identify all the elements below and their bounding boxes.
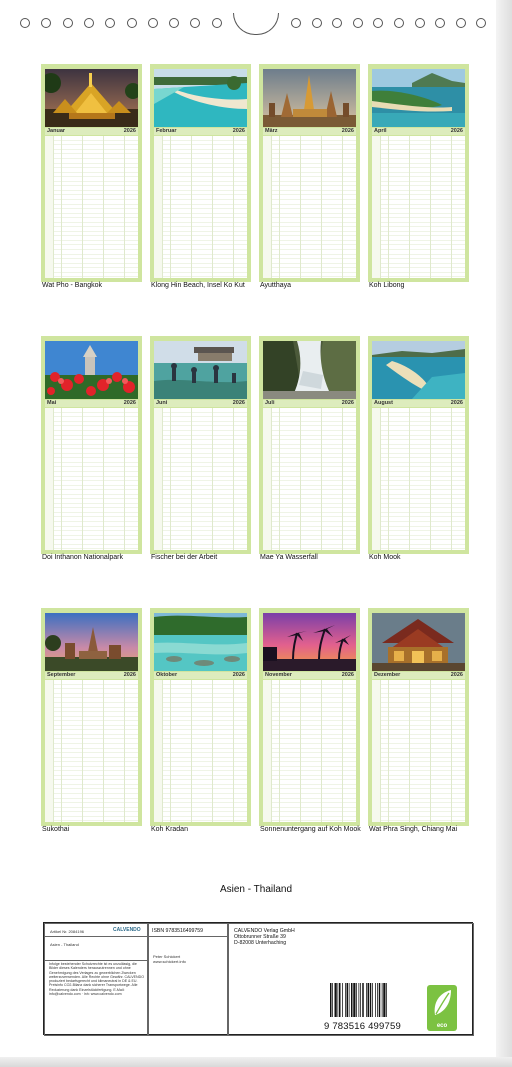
planner-grid xyxy=(154,408,247,550)
eco-badge xyxy=(427,985,457,1031)
month-name: Oktober xyxy=(156,672,178,678)
month-caption: Koh Kradan xyxy=(151,826,188,833)
month-photo xyxy=(45,613,138,671)
info-author-column xyxy=(148,923,228,1036)
month-header xyxy=(154,128,247,135)
month-name: November xyxy=(265,672,292,678)
eco-label: eco xyxy=(436,1023,448,1029)
month-year: 2026 xyxy=(341,128,354,134)
grid-column-line xyxy=(53,136,54,278)
day-column xyxy=(154,408,162,550)
grid-column-line xyxy=(271,680,272,822)
binding-ring xyxy=(41,18,51,28)
binding-ring xyxy=(84,18,94,28)
hanger-hook xyxy=(233,13,279,35)
month-caption: Wat Pho - Bangkok xyxy=(42,282,103,289)
info-subtitle: Asien - Thailand xyxy=(50,942,79,947)
grid-column-line xyxy=(124,136,125,278)
month-year: 2026 xyxy=(450,672,463,678)
planner-grid xyxy=(45,136,138,278)
publisher-city: D-82008 Unterhaching xyxy=(234,940,287,946)
month-year: 2026 xyxy=(123,400,136,406)
grid-column-line xyxy=(191,408,192,550)
month-caption: Wat Phra Singh, Chiang Mai xyxy=(369,826,458,833)
publisher-street: Ottobrunner Straße 39 xyxy=(234,934,286,940)
calendar-title: Asien - Thailand xyxy=(219,884,293,895)
month-year: 2026 xyxy=(123,128,136,134)
binding-ring xyxy=(169,18,179,28)
grid-column-line xyxy=(212,408,213,550)
grid-column-line xyxy=(212,136,213,278)
planner-grid xyxy=(154,136,247,278)
barcode xyxy=(330,983,406,1017)
day-column xyxy=(45,680,53,822)
month-header xyxy=(154,400,247,407)
month-photo xyxy=(263,69,356,127)
grid-column-line xyxy=(103,408,104,550)
grid-column-line xyxy=(233,136,234,278)
day-column xyxy=(45,136,53,278)
grid-column-line xyxy=(321,680,322,822)
planner-grid xyxy=(372,408,465,550)
grid-column-line xyxy=(300,136,301,278)
grid-column-line xyxy=(162,136,163,278)
grid-column-line xyxy=(191,680,192,822)
grid-column-line xyxy=(124,680,125,822)
grid-column-line xyxy=(170,680,171,822)
grid-column-line xyxy=(430,408,431,550)
month-year: 2026 xyxy=(341,672,354,678)
month-header xyxy=(263,400,356,407)
planner-grid xyxy=(263,136,356,278)
grid-column-line xyxy=(409,408,410,550)
binding-ring xyxy=(353,18,363,28)
planner-grid xyxy=(372,680,465,822)
grid-column-line xyxy=(162,680,163,822)
day-column xyxy=(372,680,380,822)
grid-column-line xyxy=(321,136,322,278)
month-photo xyxy=(154,341,247,399)
grid-column-line xyxy=(82,680,83,822)
month-year: 2026 xyxy=(232,128,245,134)
info-left-column xyxy=(44,923,148,1036)
grid-column-line xyxy=(82,136,83,278)
month-caption: Koh Mook xyxy=(369,554,401,561)
month-photo xyxy=(372,613,465,671)
leaf-icon xyxy=(427,985,457,1021)
grid-column-line xyxy=(342,408,343,550)
month-photo xyxy=(263,341,356,399)
month-name: Juli xyxy=(265,400,275,406)
day-column xyxy=(263,408,271,550)
binding-ring xyxy=(148,18,158,28)
binding-ring xyxy=(415,18,425,28)
grid-column-line xyxy=(53,680,54,822)
grid-column-line xyxy=(300,680,301,822)
month-year: 2026 xyxy=(341,400,354,406)
grid-column-line xyxy=(430,680,431,822)
month-name: September xyxy=(47,672,76,678)
month-year: 2026 xyxy=(123,672,136,678)
month-panel xyxy=(259,608,360,826)
month-photo xyxy=(372,341,465,399)
month-header xyxy=(372,400,465,407)
binding-ring xyxy=(312,18,322,28)
binding-ring xyxy=(190,18,200,28)
grid-column-line xyxy=(451,136,452,278)
day-column xyxy=(263,136,271,278)
month-name: August xyxy=(374,400,393,406)
month-photo xyxy=(154,69,247,127)
month-name: Dezember xyxy=(374,672,401,678)
grid-column-line xyxy=(233,408,234,550)
article-number: Artikel Nr. 2084196 xyxy=(50,929,85,934)
month-panel xyxy=(150,608,251,826)
month-name: Januar xyxy=(47,128,66,134)
month-panel xyxy=(259,336,360,554)
binding-ring xyxy=(20,18,30,28)
month-header xyxy=(263,128,356,135)
grid-column-line xyxy=(61,136,62,278)
month-name: März xyxy=(265,128,278,134)
day-column xyxy=(372,408,380,550)
month-caption: Doi Inthanon Nationalpark xyxy=(42,554,123,561)
author-website: www.schickert.info xyxy=(153,959,186,964)
month-photo xyxy=(154,613,247,671)
month-year: 2026 xyxy=(232,672,245,678)
month-header xyxy=(372,672,465,679)
month-header xyxy=(154,672,247,679)
grid-column-line xyxy=(451,408,452,550)
grid-column-line xyxy=(409,136,410,278)
month-caption: Fischer bei der Arbeit xyxy=(151,554,218,561)
month-header xyxy=(45,672,138,679)
grid-column-line xyxy=(279,408,280,550)
month-photo xyxy=(263,613,356,671)
month-name: Mai xyxy=(47,400,57,406)
day-column xyxy=(45,408,53,550)
grid-column-line xyxy=(279,680,280,822)
month-panel xyxy=(41,336,142,554)
grid-column-line xyxy=(321,408,322,550)
divider xyxy=(45,936,149,937)
binding-ring xyxy=(291,18,301,28)
month-photo xyxy=(45,69,138,127)
grid-column-line xyxy=(233,680,234,822)
planner-grid xyxy=(263,408,356,550)
month-header xyxy=(372,128,465,135)
month-photo xyxy=(45,341,138,399)
month-caption: Koh Libong xyxy=(369,282,405,289)
binding-ring xyxy=(127,18,137,28)
grid-column-line xyxy=(380,136,381,278)
binding-ring xyxy=(435,18,445,28)
grid-column-line xyxy=(451,680,452,822)
month-year: 2026 xyxy=(450,400,463,406)
grid-column-line xyxy=(191,136,192,278)
binding-ring xyxy=(105,18,115,28)
month-panel xyxy=(150,336,251,554)
page-edge-shadow xyxy=(496,0,512,1067)
info-box xyxy=(43,922,473,1035)
planner-grid xyxy=(45,680,138,822)
grid-column-line xyxy=(388,408,389,550)
grid-column-line xyxy=(170,136,171,278)
binding-ring xyxy=(212,18,222,28)
month-panel xyxy=(368,608,469,826)
day-column xyxy=(372,136,380,278)
month-header xyxy=(263,672,356,679)
planner-grid xyxy=(45,408,138,550)
binding-ring xyxy=(332,18,342,28)
author-name: Peter Schickert xyxy=(153,954,181,959)
month-year: 2026 xyxy=(232,400,245,406)
grid-column-line xyxy=(430,136,431,278)
month-panel xyxy=(150,64,251,282)
planner-grid xyxy=(154,680,247,822)
binding-ring xyxy=(476,18,486,28)
grid-column-line xyxy=(388,680,389,822)
planner-grid xyxy=(372,136,465,278)
month-panel xyxy=(259,64,360,282)
binding-ring xyxy=(373,18,383,28)
grid-column-line xyxy=(271,408,272,550)
grid-column-line xyxy=(279,136,280,278)
grid-column-line xyxy=(170,408,171,550)
month-panel xyxy=(41,608,142,826)
grid-column-line xyxy=(103,136,104,278)
grid-column-line xyxy=(61,408,62,550)
barcode-number: 9 783516 499759 xyxy=(324,1021,401,1032)
month-panel xyxy=(368,336,469,554)
month-name: April xyxy=(374,128,387,134)
month-panel xyxy=(41,64,142,282)
grid-column-line xyxy=(271,136,272,278)
planner-grid xyxy=(263,680,356,822)
month-photo xyxy=(372,69,465,127)
month-name: Juni xyxy=(156,400,168,406)
grid-column-line xyxy=(103,680,104,822)
grid-column-line xyxy=(162,408,163,550)
month-caption: Sukothai xyxy=(42,826,70,833)
grid-column-line xyxy=(388,136,389,278)
isbn: ISBN 9783516499759 xyxy=(152,928,204,934)
month-name: Februar xyxy=(156,128,177,134)
month-caption: Sonnenuntergang auf Koh Mook xyxy=(260,826,361,833)
divider xyxy=(45,960,149,961)
grid-column-line xyxy=(380,680,381,822)
day-column xyxy=(263,680,271,822)
day-column xyxy=(154,680,162,822)
month-header xyxy=(45,400,138,407)
divider xyxy=(149,936,229,937)
month-caption: Klong Hin Beach, Insel Ko Kut xyxy=(151,282,245,289)
grid-column-line xyxy=(342,680,343,822)
month-caption: Ayutthaya xyxy=(260,282,292,289)
grid-column-line xyxy=(212,680,213,822)
grid-column-line xyxy=(342,136,343,278)
grid-column-line xyxy=(300,408,301,550)
binding-ring xyxy=(394,18,404,28)
month-year: 2026 xyxy=(450,128,463,134)
day-column xyxy=(154,136,162,278)
grid-column-line xyxy=(409,680,410,822)
publisher-name: CALVENDO Verlag GmbH xyxy=(234,928,295,934)
grid-column-line xyxy=(53,408,54,550)
grid-column-line xyxy=(82,408,83,550)
binding-ring xyxy=(456,18,466,28)
binding-ring xyxy=(63,18,73,28)
month-panel xyxy=(368,64,469,282)
grid-column-line xyxy=(61,680,62,822)
grid-column-line xyxy=(124,408,125,550)
grid-column-line xyxy=(380,408,381,550)
month-caption: Mae Ya Wasserfall xyxy=(260,554,318,561)
page-bottom-shadow xyxy=(0,1057,512,1067)
month-header xyxy=(45,128,138,135)
legal-disclaimer: Infolge bestehender Schutzrechte ist es unzulässig, die Bilder dieses Kalenders herauszutrennen und ohne Genehmigung des Verlages zu gewerblichen Zwecken weiterzuverwenden. Alle Rechte ohne Gewähr. CALVENDO produziert bedarfsgerecht und klimaneutral in DE & EU. Preisinfo CO2-Bilanz dank sicherer Transportwege. Alle Reduzierung dank Einzelstückfertigung. E-Mail: info@calvendo.com · Inh: www.calvendo.com xyxy=(49,962,145,997)
brand-logo: CALVENDO xyxy=(113,927,141,933)
